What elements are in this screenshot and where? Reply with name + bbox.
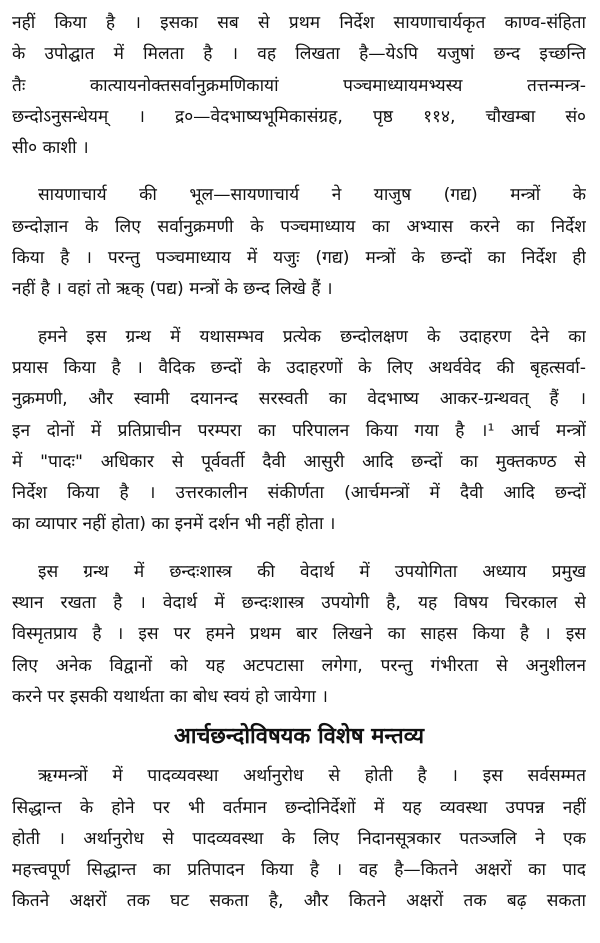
text-line: निर्देश किया है । उत्तरकालीन संकीर्णता (आर्चमन्त्रों में दैवी आदि छन्दों [12,483,586,504]
paragraph-1 [12,8,586,164]
text-line: में "पादः" अधिकार से पूर्ववर्ती दैवी आसुरी आदि छन्दों का मुक्तकण्ठ से [12,451,586,472]
section-heading: आर्चछन्दोविषयक विशेष मन्तव्य [173,724,425,750]
text-line: नहीं किया है । इसका सब से प्रथम निर्देश सायणाचार्यकृत काण्व-संहिता [12,13,586,33]
paragraph-gap [12,306,586,322]
text-line: महत्त्वपूर्ण सिद्धान्त का प्रतिपादन किया है । वह है—कितने अक्षरों का पाद [12,860,586,881]
text-line: हमने इस ग्रन्थ में यथासम्भव प्रत्येक छन्दोलक्षण के उदाहरण देने का [38,326,586,347]
text-line: सी० काशी । [12,138,89,159]
text-line: के उपोद्घात में मिलता है । वह लिखता है—येऽपि यजुषां छन्द इच्छन्ति [12,44,586,65]
text-line: कितने अक्षरों तक घट सकता है, और कितने अक्षरों तक बढ़ सकता [12,891,586,912]
text-line: करने पर इसकी यथार्थता का बोध स्वयं हो जायेगा । [12,686,328,707]
text-line: नुक्रमणी, और स्वामी दयानन्द सरस्वती का वेदभाष्य आकर-ग्रन्थवत् हैं । [12,389,586,410]
text-line: होती । अर्थानुरोध से पादव्यवस्था के लिए निदानसूत्रकार पतञ्जलि ने एक [12,828,586,849]
text-line: इन दोनों में प्रतिप्राचीन परम्परा का परिपालन किया गया है ।¹ आर्च मन्त्रों [12,420,586,441]
text-line: तैः कात्यायनोक्तसर्वानुक्रमणिकायां पञ्चमाध्यायमभ्यस्य तत्तन्मन्त्र- [12,75,586,96]
text-line: प्रयास किया है । वैदिक छन्दों के उदाहरणों के लिए अथर्ववेद की बृहत्सर्वा- [12,357,586,378]
paragraph-2 [12,180,586,305]
text-line: लिए अनेक विद्वानों को यह अटपटासा लगेगा, परन्तु गंभीरता से अनुशीलन [12,655,586,676]
paragraph-5 [12,761,586,917]
text-line: सिद्धान्त के होने पर भी वर्तमान छन्दोनिर्देशों में यह व्यवस्था उपपन्न नहीं [12,797,586,818]
paragraph-3 [12,322,586,541]
text-line: छन्दोज्ञान के लिए सर्वानुक्रमणी के पञ्चमाध्याय का अभ्यास करने का निर्देश [12,216,586,237]
text-line: किया है । परन्तु पञ्चमाध्याय में यजुः (गद्य) मन्त्रों के छन्दों का निर्देश ही [12,248,586,269]
paragraph-4 [12,557,586,713]
text-line: स्थान रखता है । वेदार्थ में छन्दःशास्त्र उपयोगी है, यह विषय चिरकाल से [12,593,586,614]
paragraph-gap [12,541,586,557]
text-line: सायणाचार्य की भूल—सायणाचार्य ने याजुष (गद्य) मन्त्रों के [38,185,586,206]
text-line: विस्मृतप्राय है । इस पर हमने प्रथम बार लिखने का साहस किया है । इस [12,624,586,645]
text-line: इस ग्रन्थ में छन्दःशास्त्र की वेदार्थ में उपयोगिता अध्याय प्रमुख [38,561,586,582]
paragraph-gap [12,164,586,180]
text-line: नहीं है । वहां तो ऋक् (पद्य) मन्त्रों के छन्द लिखे हैं । [12,279,333,300]
text-line: का व्यापार नहीं होता) का इनमें दर्शन भी नहीं होता । [12,514,336,535]
text-line: छन्दोऽनुसन्धेयम् । द्र०—वेदभाष्यभूमिकासंग्रह, पृष्ठ ११४, चौखम्बा सं० [12,106,586,127]
text-line: ऋग्मन्त्रों में पादव्यवस्था अर्थानुरोध से होती है । इस सर्वसम्मत [38,766,586,787]
